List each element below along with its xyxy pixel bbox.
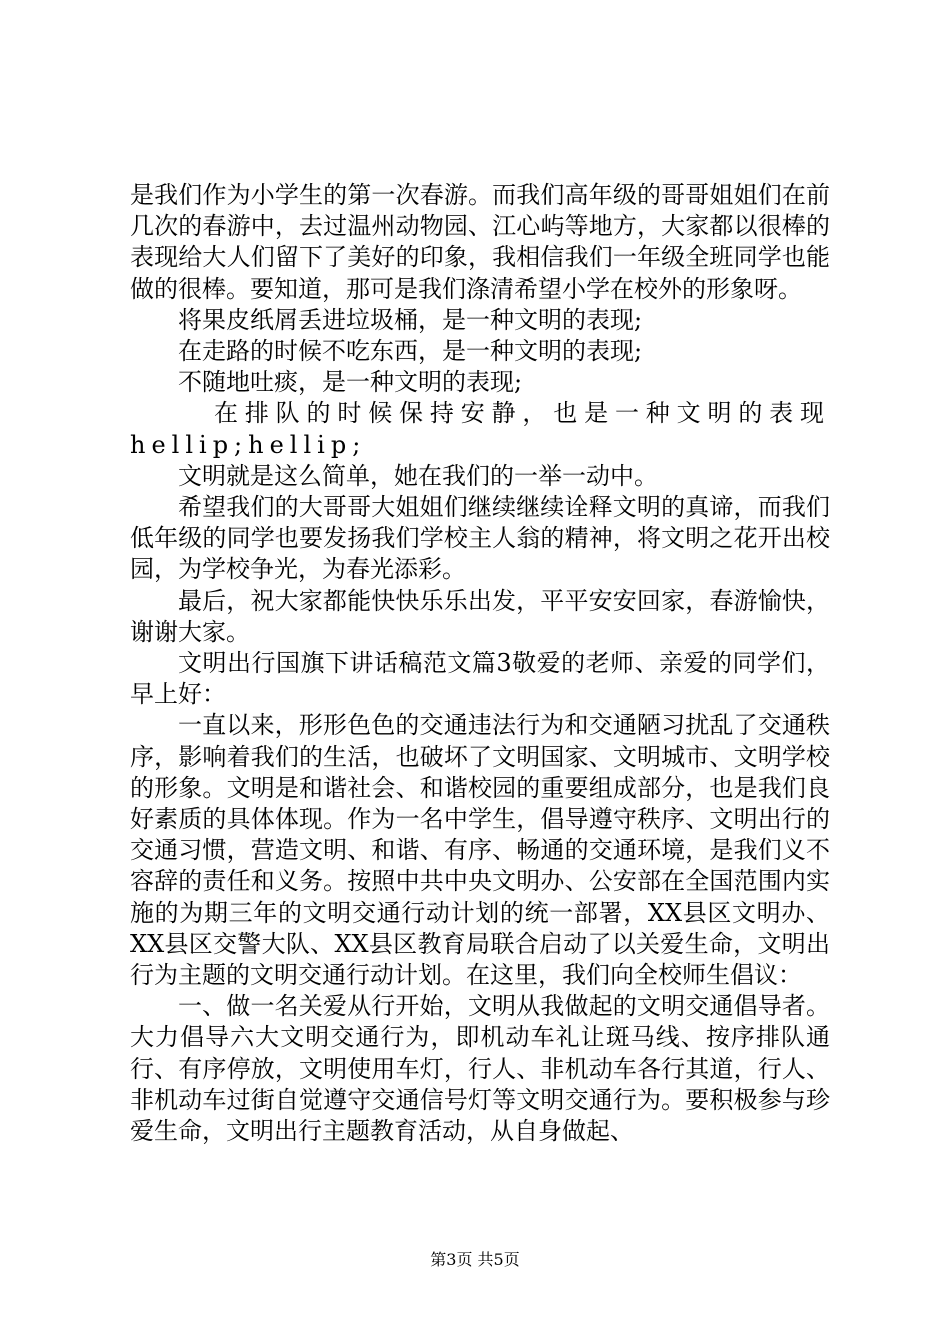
paragraph: 是我们作为小学生的第一次春游。而我们高年级的哥哥姐姐们在前几次的春游中，去过温州动物园、江心屿等地方，大家都以很棒的表现给大人们留下了美好的印象，我相信我们一年级全班同学也能做的很棒。要知道，那可是我们涤清希望小学在校外的形象呀。 <box>130 181 830 303</box>
paragraph: 最后，祝大家都能快快乐乐出发，平平安安回家，春游愉快，谢谢大家。 <box>130 586 830 646</box>
paragraph: 在排队的时候保持安静，也是一种文明的表现hellip;hellip; <box>130 399 830 459</box>
paragraph: 将果皮纸屑丢进垃圾桶，是一种文明的表现; <box>178 305 643 334</box>
paragraph: 在走路的时候不吃东西，是一种文明的表现; <box>178 337 643 366</box>
page-number-footer: 第3页 共5页 <box>430 1250 520 1269</box>
document-body <box>130 180 830 1147</box>
paragraph: 一直以来，形形色色的交通违法行为和交通陋习扰乱了交通秩序，影响着我们的生活，也破坏了文明国家、文明城市、文明学校的形象。文明是和谐社会、和谐校园的重要组成部分，也是我们良好素质的具体体现。作为一名中学生，倡导遵守秩序、文明出行的交通习惯，营造文明、和谐、有序、畅通的交通环境，是我们义不容辞的责任和义务。按照中共中央文明办、公安部在全国范围内实施的为期三年的文明交通行动计划的统一部署，XX县区文明办、XX县区交警大队、XX县区教育局联合启动了以关爱生命，文明出行为主题的文明交通行动计划。在这里，我们向全校师生倡议： <box>130 711 830 990</box>
paragraph: 一、做一名关爱从行开始，文明从我做起的文明交通倡导者。大力倡导六大文明交通行为，即机动车礼让斑马线、按序排队通行、有序停放，文明使用车灯，行人、非机动车各行其道，行人、非机动车过街自觉遵守交通信号灯等文明交通行为。要积极参与珍爱生命，文明出行主题教育活动，从自身做起、 <box>130 992 830 1146</box>
paragraph: 不随地吐痰，是一种文明的表现; <box>178 368 523 397</box>
paragraph: 文明就是这么简单，她在我们的一举一动中。 <box>178 461 658 490</box>
paragraph: 文明出行国旗下讲话稿范文篇3敬爱的老师、亲爱的同学们，早上好： <box>130 649 830 709</box>
paragraph: 希望我们的大哥哥大姐姐们继续继续诠释文明的真谛，而我们低年级的同学也要发扬我们学校主人翁的精神，将文明之花开出校园，为学校争光，为春光添彩。 <box>130 493 830 584</box>
